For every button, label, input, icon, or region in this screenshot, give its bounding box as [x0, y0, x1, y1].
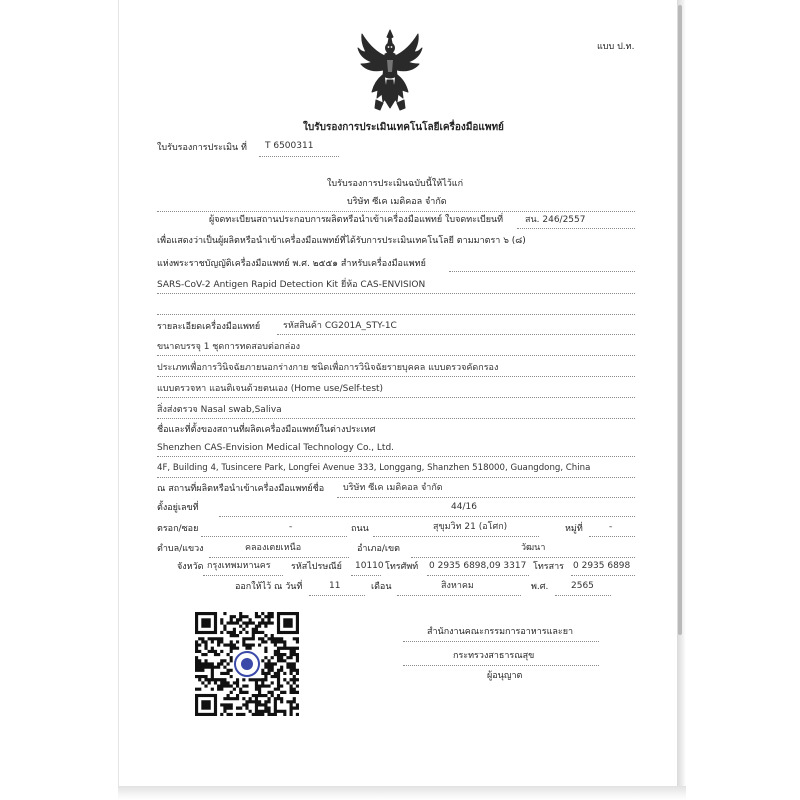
subdistrict-line: [209, 557, 349, 558]
test-type: แบบตรวจหา แอนติเจนด้วยตนเอง (Home use/Self-test): [157, 384, 384, 394]
manufacturer-name: Shenzhen CAS-Envision Medical Technology Co., Ltd.: [157, 443, 395, 453]
cert-no-value: T 6500311: [265, 141, 314, 151]
signature-ministry: กระทรวงสาธารณสุข: [453, 651, 535, 661]
district-label: อำเภอ/เขต: [357, 544, 400, 554]
located-line: [219, 516, 635, 517]
body-line1: ผู้จดทะเบียนสถานประกอบการผลิตหรือนำเข้าเครื่องมือแพทย์ ใบจดทะเบียนที่: [209, 215, 504, 225]
issued-month-line: [397, 595, 521, 596]
issued-to-value: บริษัท ซีเค เมดิคอล จำกัด: [347, 197, 447, 207]
moo-label: หมู่ที่: [565, 524, 583, 534]
certificate-page: [118, 0, 677, 786]
district-value: วัฒนา: [521, 543, 546, 553]
year-label: พ.ศ.: [531, 582, 549, 592]
issued-year: 2565: [571, 581, 594, 591]
province-label: จังหวัด: [177, 562, 204, 572]
importer-line: [337, 497, 635, 498]
body-line3-line: [449, 271, 635, 272]
pack-size: ขนาดบรรจุ 1 ชุดการทดสอบต่อกล่อง: [157, 342, 300, 352]
fax-label: โทรสาร: [533, 562, 564, 572]
importer-label: ณ สถานที่ผลิตหรือนำเข้าเครื่องมือแพทย์ชื่อ: [157, 484, 325, 494]
details-line: [277, 334, 635, 335]
alley-value: -: [289, 522, 293, 532]
postal-line: [351, 575, 381, 576]
scrollbar[interactable]: [678, 5, 682, 635]
cert-no-label: ใบรับรองการประเมิน ที่: [157, 143, 247, 153]
fax-line: [571, 575, 635, 576]
subdistrict-value: คลองเตยเหนือ: [245, 543, 302, 553]
subdistrict-label: ตำบล/แขวง: [157, 544, 204, 554]
issued-day-line: [309, 595, 365, 596]
qr-finder-top-right: [279, 614, 298, 633]
qr-finder-bottom-left: [197, 696, 216, 715]
issued-to-label: ใบรับรองการประเมินฉบับนี้ให้ไว้แก่: [327, 179, 464, 189]
device-line: [157, 293, 635, 294]
issued-year-line: [555, 595, 611, 596]
cert-no-line: [259, 156, 339, 157]
signature-office: สำนักงานคณะกรรมการอาหารและยา: [427, 627, 574, 637]
pack-line: [157, 355, 635, 356]
issued-date-label: ออกให้ไว้ ณ วันที่: [235, 582, 303, 592]
fax-value: 0 2935 6898: [573, 561, 631, 571]
manufacturer-address-line: [157, 477, 635, 478]
month-label: เดือน: [371, 582, 392, 592]
page-shadow-bottom: [118, 786, 686, 800]
road-line: [373, 536, 539, 537]
body-line3: แห่งพระราชบัญญัติเครื่องมือแพทย์ พ.ศ. ๒๕๕๑ สำหรับเครื่องมือแพทย์: [157, 259, 426, 269]
district-line: [411, 557, 635, 558]
details-label: รายละเอียดเครื่องมือแพทย์: [157, 322, 261, 332]
test-type-line: [157, 397, 635, 398]
province-value: กรุงเทพมหานคร: [207, 561, 271, 571]
located-label: ตั้งอยู่เลขที่: [157, 503, 199, 513]
purpose: ประเภทเพื่อการวินิจฉัยภายนอกร่างกาย ชนิดเพื่อการวินิจฉัยรายบุคคล แบบตรวจคัดกรอง: [157, 363, 499, 373]
manufacturer-line: [157, 456, 635, 457]
garuda-emblem-icon: [356, 28, 424, 112]
fda-logo-icon: [233, 650, 261, 678]
moo-value: -: [609, 522, 613, 532]
postal-label: รหัสไปรษณีย์: [291, 562, 342, 572]
postal-value: 10110: [355, 561, 384, 571]
road-label: ถนน: [351, 524, 369, 534]
located-number: 44/16: [451, 502, 477, 512]
signature-line: [403, 641, 599, 642]
specimen: สิ่งส่งตรวจ Nasal swab,Saliva: [157, 405, 282, 415]
issued-to-line: [157, 211, 635, 212]
manufacturer-label: ชื่อและที่ตั้งของสถานที่ผลิตเครื่องมือแพทย์ในต่างประเทศ: [157, 425, 376, 435]
purpose-line: [157, 376, 635, 377]
importer-name: บริษัท ซีเค เมดิคอล จำกัด: [343, 483, 443, 493]
alley-label: ตรอก/ซอย: [157, 524, 199, 534]
device-name: SARS-CoV-2 Antigen Rapid Detection Kit ยี่ห้อ CAS-ENVISION: [157, 280, 426, 290]
phone-label: โทรศัพท์: [385, 562, 419, 572]
qr-code-icon[interactable]: [195, 612, 299, 716]
qr-finder-top-left: [197, 614, 216, 633]
signature-line-2: [403, 665, 599, 666]
issued-day: 11: [329, 581, 341, 591]
moo-line: [589, 536, 635, 537]
specimen-line: [157, 418, 635, 419]
issued-month: สิงหาคม: [441, 581, 474, 591]
product-code: รหัสสินค้า CG201A_STY-1C: [283, 321, 397, 331]
phone-value: 0 2935 6898,09 3317: [429, 561, 527, 571]
form-code: แบบ ป.ท.: [597, 42, 635, 52]
device-line-2: [157, 314, 635, 315]
phone-line: [427, 575, 529, 576]
signature-role: ผู้อนุญาต: [487, 671, 523, 681]
reg-no-value: สน. 246/2557: [525, 215, 586, 225]
alley-line: [201, 536, 347, 537]
reg-no-line: [517, 228, 635, 229]
certificate-title: ใบรับรองการประเมินเทคโนโลยีเครื่องมือแพทย์: [303, 122, 504, 133]
body-line2: เพื่อแสดงว่าเป็นผู้ผลิตหรือนำเข้าเครื่องมือแพทย์ที่ได้รับการประเมินเทคโนโลยี ตามมาตรา ๖ (๘): [157, 236, 526, 246]
road-value: สุขุมวิท 21 (อโศก): [433, 522, 508, 532]
province-line: [203, 575, 283, 576]
manufacturer-address: 4F, Building 4, Tusincere Park, Longfei Avenue 333, Longgang, Shanzhen 518000, Guangdong, China: [157, 463, 591, 473]
